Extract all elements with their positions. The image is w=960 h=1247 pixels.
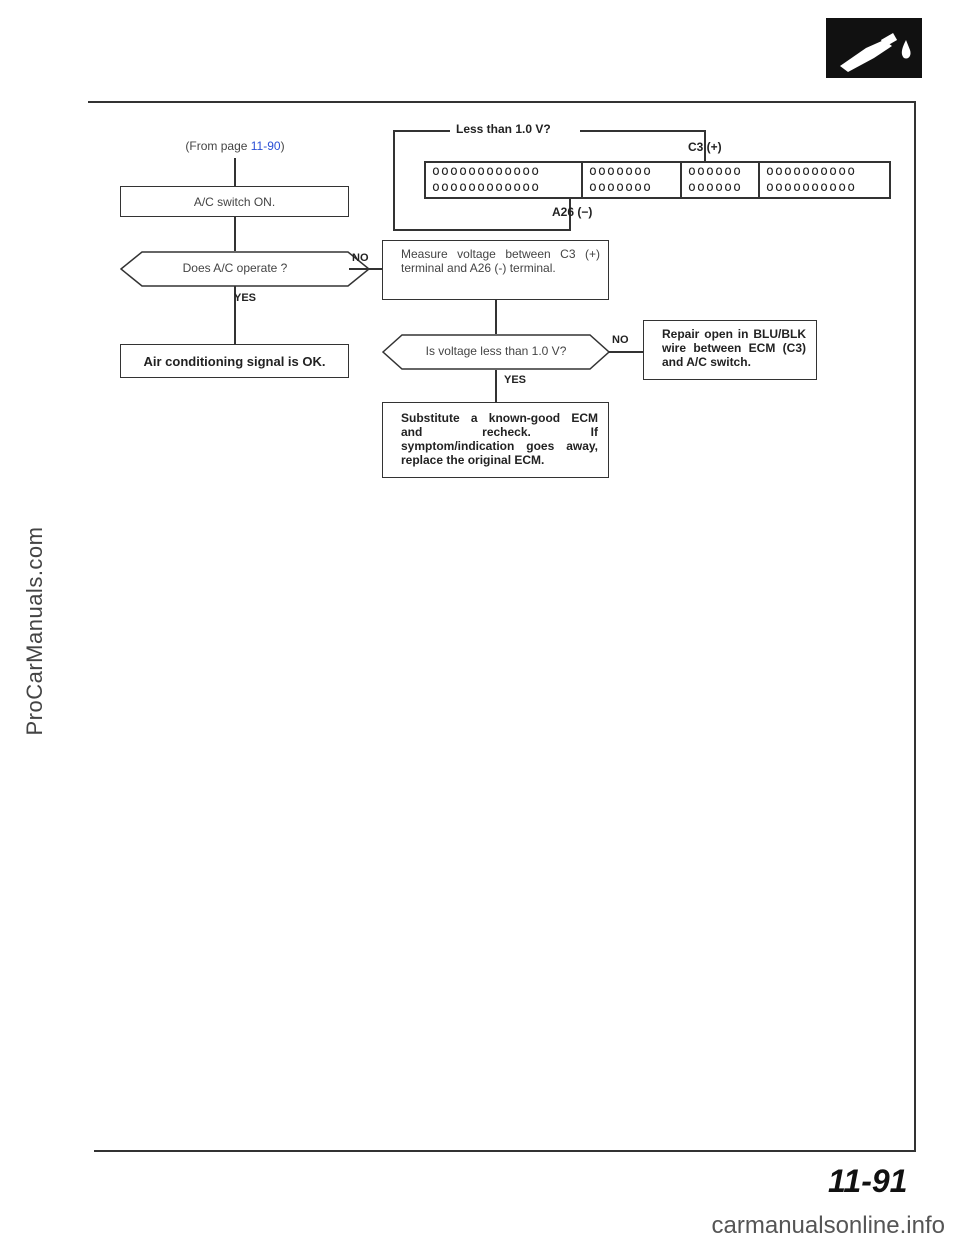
watermark: ProCarManuals.com — [22, 526, 47, 736]
plus-label: C3 (+) — [688, 140, 722, 154]
diagram-frame-left — [393, 130, 395, 231]
from-suffix: ) — [280, 139, 285, 153]
diagram-frame-top-left — [393, 130, 450, 132]
step-ac-switch-on — [120, 186, 349, 217]
section-divider — [758, 163, 760, 197]
question-text: Is voltage less than 1.0 V? — [425, 344, 567, 358]
result-text: Air conditioning signal is OK. — [143, 353, 326, 369]
minus-label: A26 (−) — [552, 205, 593, 219]
no-branch-line — [349, 268, 382, 270]
question-voltage — [382, 334, 610, 370]
substitute-text: Substitute a known-good ECM and recheck. If symptom/indication goes away, replace the original ECM. — [401, 411, 598, 467]
diagram-frame-bottom — [393, 229, 570, 231]
section-divider — [581, 163, 583, 197]
pins-a-top: oooooooooooo — [432, 164, 541, 179]
connector-line — [495, 370, 497, 402]
top-rule — [88, 101, 916, 103]
ecm-connector — [424, 161, 891, 199]
page-number: 11-91 — [828, 1163, 908, 1199]
connector-line — [234, 217, 236, 251]
no-label: NO — [612, 334, 629, 346]
pins-d-top: oooooooooo — [766, 164, 857, 179]
connector-line — [495, 300, 497, 334]
fuel-nozzle-icon — [826, 18, 922, 78]
repair-text: Repair open in BLU/BLK wire between ECM (C3) and A/C switch. — [662, 327, 806, 369]
right-rule — [914, 101, 916, 1151]
pins-c-top: oooooo — [688, 164, 743, 179]
measure-voltage-step — [382, 240, 609, 300]
page-link[interactable]: 11-90 — [250, 139, 281, 153]
diagram-title: Less than 1.0 V? — [456, 122, 551, 136]
no-branch-line — [609, 351, 643, 353]
connector-line — [234, 158, 236, 186]
footer-watermark: carmanualsonline.info — [711, 1212, 945, 1239]
diagram-frame-top-right — [580, 130, 705, 132]
pins-d-bottom: oooooooooo — [766, 180, 857, 195]
result-signal-ok — [120, 344, 349, 378]
substitute-ecm-step — [382, 402, 609, 478]
no-label: NO — [352, 252, 369, 264]
question-ac-operate — [120, 251, 370, 287]
pins-a-bottom: oooooooooooo — [432, 180, 541, 195]
pins-b-top: ooooooo — [589, 164, 653, 179]
yes-label: YES — [504, 374, 527, 386]
pins-c-bottom: oooooo — [688, 180, 743, 195]
question-text: Does A/C operate ? — [182, 261, 288, 275]
from-prefix: (From page — [185, 139, 251, 153]
section-divider — [680, 163, 682, 197]
repair-open-step — [643, 320, 817, 380]
bottom-rule — [94, 1150, 916, 1152]
step-text: A/C switch ON. — [193, 194, 276, 209]
measure-text: Measure voltage between C3 (+) terminal and A26 (-) terminal. — [401, 247, 600, 275]
pins-b-bottom: ooooooo — [589, 180, 653, 195]
yes-label: YES — [234, 292, 257, 304]
from-page-ref — [160, 139, 310, 153]
